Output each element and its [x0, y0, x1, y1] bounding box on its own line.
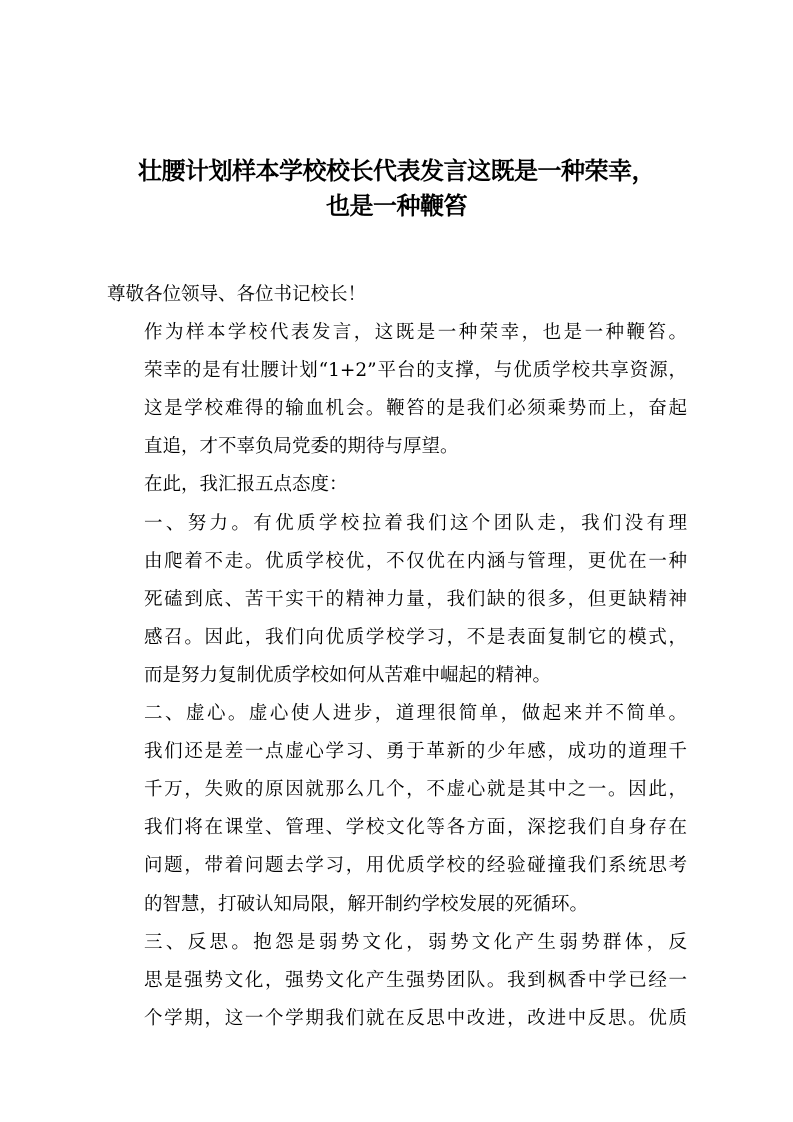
text-line: 死磕到底、苦干实干的精神力量，我们缺的很多，但更缺精神 [144, 588, 687, 610]
document-body [107, 276, 687, 1038]
title-line-2: 也是一种鞭笞 [326, 192, 467, 220]
title-line-1: 壮腰计划样本学校校长代表发言这既是一种荣幸， [138, 157, 655, 185]
paragraph-five-points [107, 466, 687, 504]
text-line: 的智慧，打破认知局限，解开制约学校发展的死循环。 [144, 893, 589, 915]
document-title [100, 154, 693, 224]
text-line: 由爬着不走。优质学校优，不仅优在内涵与管理，更优在一种 [144, 550, 687, 572]
text-line: 我们将在课堂、管理、学校文化等各方面，深挖我们自身存在 [144, 817, 687, 839]
text-line: 三、反思。抱怨是弱势文化，弱势文化产生弱势群体，反 [144, 931, 687, 953]
text-line: 思是强势文化，强势文化产生强势团队。我到枫香中学已经一 [144, 969, 687, 991]
text-line: 而是努力复制优质学校如何从苦难中崛起的精神。 [144, 664, 552, 686]
text-line: 荣幸的是有壮腰计划“1+2”平台的支撑，与优质学校共享资源， [144, 360, 687, 382]
text-line: 个学期，这一个学期我们就在反思中改进，改进中反思。优质 [144, 1007, 687, 1029]
text-line: 感召。因此，我们向优质学校学习，不是表面复制它的模式， [144, 626, 687, 648]
text-line: 一、努力。有优质学校拉着我们这个团队走，我们没有理 [144, 512, 687, 534]
paragraph-point-2-humility [107, 695, 687, 924]
salutation: 尊敬各位领导、各位书记校长！ [107, 284, 367, 305]
text-line: 这是学校难得的输血机会。鞭笞的是我们必须乘势而上，奋起 [144, 398, 687, 420]
paragraph-point-3-reflection [107, 924, 687, 1038]
text-line: 作为样本学校代表发言，这既是一种荣幸，也是一种鞭笞。 [144, 322, 687, 344]
text-line: 在此，我汇报五点态度： [144, 474, 348, 496]
text-line: 直追，才不辜负局党委的期待与厚望。 [144, 436, 459, 458]
text-line: 二、虚心。虚心使人进步，道理很简单，做起来并不简单。 [144, 703, 687, 725]
paragraph-point-1-effort [107, 505, 687, 695]
text-line: 我们还是差一点虚心学习、勇于革新的少年感，成功的道理千 [144, 741, 687, 763]
text-line: 问题，带着问题去学习，用优质学校的经验碰撞我们系统思考 [144, 855, 687, 877]
paragraph-intro [107, 314, 687, 466]
text-line: 千万，失败的原因就那么几个，不虚心就是其中之一。因此， [144, 779, 687, 801]
